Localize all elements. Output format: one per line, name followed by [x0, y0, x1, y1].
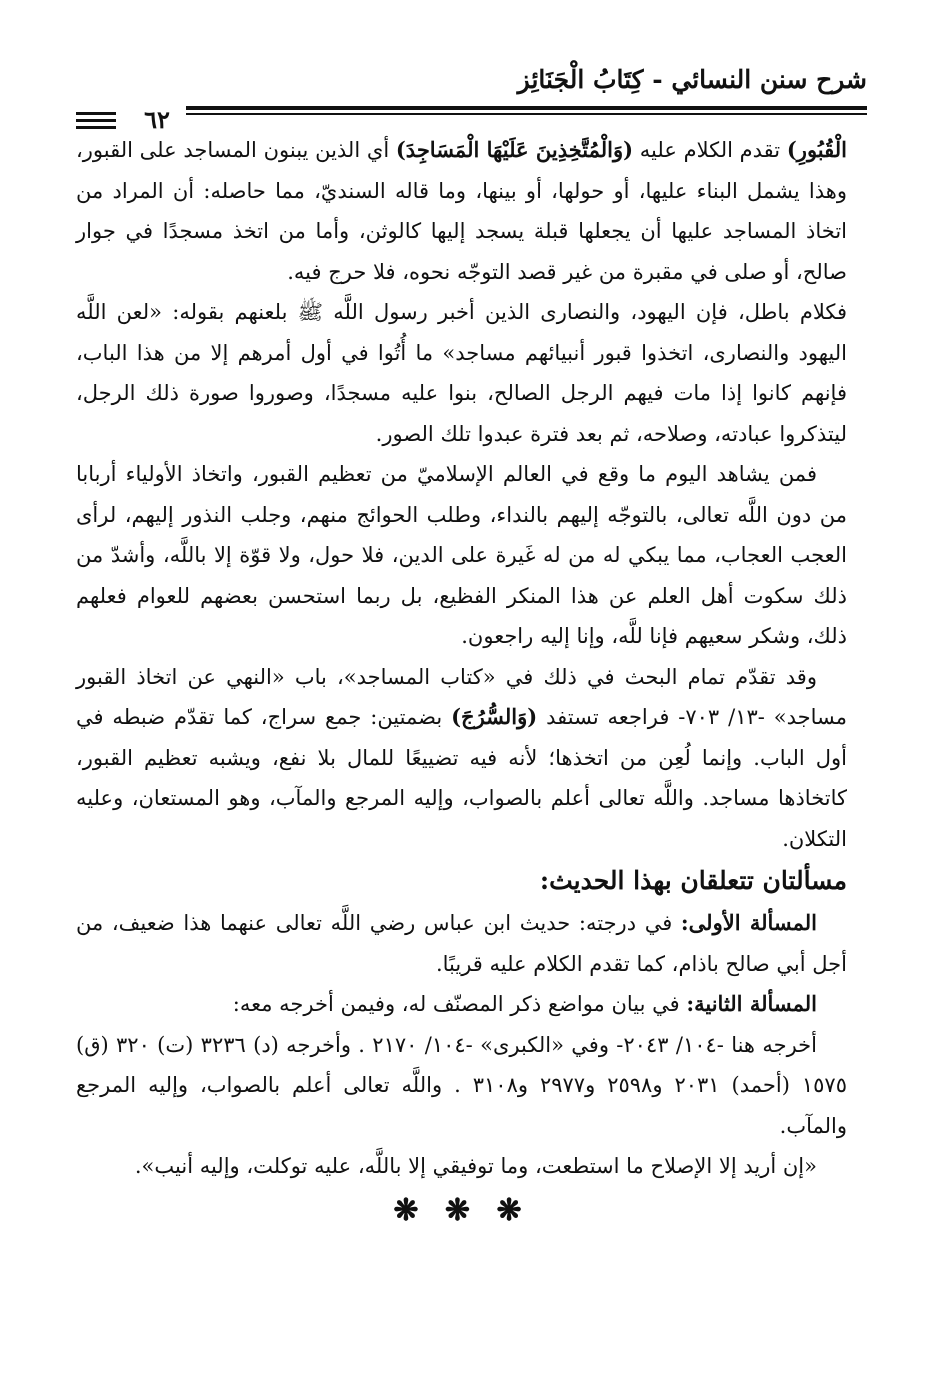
- issue-1-text: في درجته: حديث ابن عباس رضي اللَّه تعالى عنهما هذا ضعيف، من أجل أبي صالح باذام، كما تقدم الكلام عليه قريبًا.: [76, 911, 847, 976]
- issue-2-text: في بيان مواضع ذكر المصنّف له، وفيمن أخرجه معه:: [232, 992, 687, 1016]
- p4-word: (وَالسُّرُجَ): [451, 704, 538, 729]
- section-heading: مسألتان تتعلقان بهذا الحديث:: [539, 866, 847, 895]
- page-number: ٦٢: [144, 104, 170, 134]
- paragraph-3: فمن يشاهد اليوم ما وقع في العالم الإسلاميّ من تعظيم القبور، واتخاذ الأولياء أربابا من دون اللَّه تعالى، بالتوجّه إليهم بالنداء، وطلب الحوائج منهم، وجلب النذور إليهم، لرأى العجب العجاب، مما يبكي له من له غَيرة على الدين، فلا حول، ولا قوّة إلا باللَّه، وأشدّ من ذلك سكوت أهل العلم عن هذا المنكر الفظيع، بل ربما استحسن بعضهم للعوام فعلهم ذلك، وشكر سعيهم فإنا للَّه، وإنا إليه راجعون.: [76, 462, 847, 648]
- running-title: شرح سنن النسائي - كِتَابُ الْجَنَائِز: [517, 65, 867, 94]
- paragraph-4: [76, 657, 847, 860]
- p4-text-b: بضمتين: جمع سراج، كما تقدّم ضبطه في أول الباب. وإنما لُعِن من اتخذها؛ لأنه فيه تضييعًا للمال بلا نفع، ويشبه تعظيم القبور، كاتخاذها مساجد. واللَّه تعالى أعلم بالصواب، وإليه المرجع والمآب، وهو المستعان، وعليه التكلان.: [76, 705, 847, 851]
- p1-quote: (وَالْمُتَّخِذِينَ عَلَيْهَا الْمَسَاجِدَ): [395, 137, 634, 162]
- paragraph-2: فكلام باطل، فإن اليهود، والنصارى الذين أخبر رسول اللَّه ﷺ بلعنهم بقوله: «لعن اللَّه اليهود والنصارى، اتخذوا قبور أنبيائهم مساجد» ما أُتُوا في أول أمرهم إلا من هذا الباب، فإنهم كانوا إذا مات فيهم الرجل الصالح، بنوا عليه مسجدًا، وصوروا صورة ذلك الرجل، ليتذكروا عبادته، وصلاحه، ثم بعد فترة عبدوا تلك الصور.: [76, 300, 848, 446]
- issue-2: [76, 984, 847, 1025]
- issue-1-label: المسألة الأولى:: [680, 910, 817, 935]
- paragraph-1: [76, 130, 847, 292]
- issue-1: [76, 903, 847, 984]
- p4-text-a: وقد تقدّم تمام البحث في ذلك في «كتاب المساجد»، باب «النهي عن اتخاذ القبور مساجد» -١٣/ ٧٠٣- فراجعه تستفد: [76, 664, 847, 729]
- header-rule-thin: [76, 113, 867, 115]
- page-header: [76, 62, 867, 134]
- p1-text-b: أي الذين يبنون المساجد على القبور، وهذا يشمل البناء عليها، أو حولها، أو بينها، وما قاله السنديّ، مما حاصله: أن المراد من اتخاذ المساجد عليها أن يجعلها قبلة يسجد إليها كالوثن، وأما من اتخذ مسجدًا في جوار صالح، أو صلى في مقبرة من غير قصد التوجّه نحوه، فلا حرج فيه.: [76, 138, 847, 284]
- issue-2-label: المسألة الثانية:: [686, 991, 817, 1016]
- section-end-stars: ❋ ❋ ❋: [393, 1192, 530, 1228]
- page-content: [76, 130, 847, 1233]
- paragraph-5: أخرجه هنا -١٠٤/ ٢٠٤٣- وفي «الكبرى» -١٠٤/ ٢١٧٠ . وأخرجه (د) ٣٢٣٦ (ت) ٣٢٠ (ق) ١٥٧٥ (أحمد) ٢٠٣١ و٢٥٩٨ و٢٩٧٧ و٣١٠٨ . واللَّه تعالى أعلم بالصواب، وإليه المرجع والمآب.: [76, 1032, 847, 1138]
- p1-text-a: تقدم الكلام عليه: [633, 138, 787, 162]
- closing-quote: «إن أريد إلا الإصلاح ما استطعت، وما توفيقي إلا باللَّه، عليه توكلت، وإليه أنيب».: [134, 1154, 817, 1178]
- header-rule-thick: [76, 106, 867, 110]
- p1-term: الْقُبُورِ): [786, 137, 847, 162]
